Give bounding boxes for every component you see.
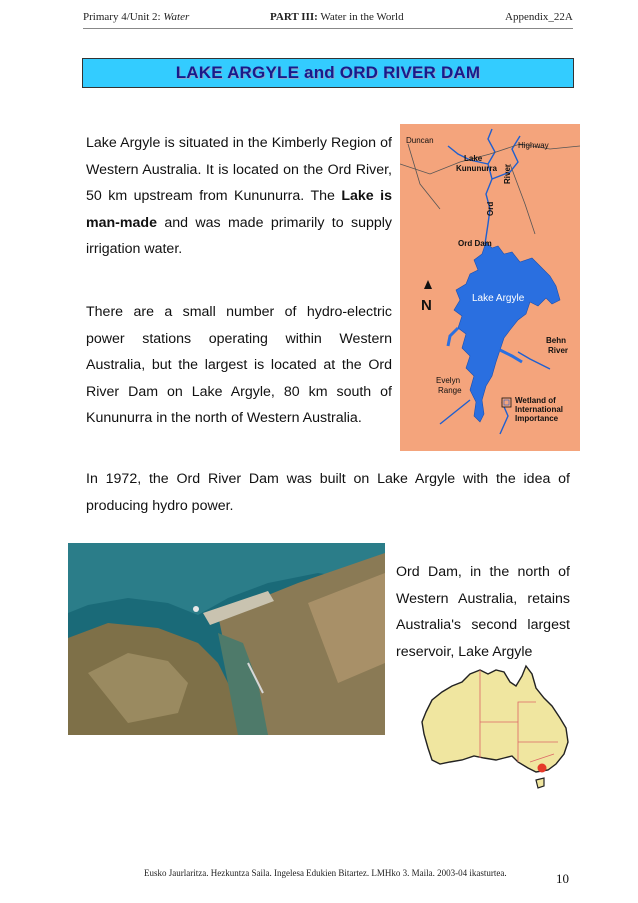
label-lake: Lake (464, 154, 483, 163)
paragraph-hydro-stations: There are a small number of hydro-electric power stations operating within Western Australia, but the largest is located at the Ord River Dam on Lake Argyle, 80 km south of Kununurra in the north of Western Australia. (86, 304, 392, 426)
header-part: PART III: Water in the World (270, 11, 404, 23)
label-duncan: Duncan (406, 136, 434, 145)
label-behn-river: River (548, 346, 569, 355)
page-number: 10 (556, 871, 569, 886)
australia-map (418, 662, 574, 794)
label-wetland-1: Wetland of (515, 396, 556, 405)
label-range: Range (438, 386, 462, 395)
label-lake-argyle: Lake Argyle (472, 293, 525, 304)
label-kununurra: Kununurra (456, 164, 497, 173)
header-divider (83, 28, 573, 29)
header-appendix: Appendix_22A (505, 11, 573, 23)
page-title: LAKE ARGYLE and ORD RIVER DAM (175, 63, 481, 82)
north-label: N (421, 297, 432, 314)
label-wetland-2: International (515, 405, 564, 414)
paragraph-location: Lake Argyle is situated in the Kimberly Region of Western Australia. It is located on the Ord River, 50 km upstream from Kununurra. The Lake is man-made and was made primarily to supply irrigation water. (86, 135, 392, 257)
footer-credits: Eusko Jaurlaritza. Hezkuntza Saila. Ingelesa Edukien Bitartez. LMHko 3. Maila. 2003-04 ikasturtea. (144, 868, 507, 878)
label-ord-vertical: Ord (486, 201, 495, 216)
paragraph-photo-caption: Ord Dam, in the north of Western Australia, retains Australia's second largest reservoir, Lake Argyle (396, 564, 570, 660)
location-marker-icon (538, 764, 547, 773)
label-wetland-3: Importance (515, 414, 559, 423)
label-behn: Behn (546, 336, 566, 345)
tasmania (536, 778, 544, 788)
wetland-legend-icon (502, 398, 511, 407)
paragraph-dam-history: In 1972, the Ord River Dam was built on Lake Argyle with the idea of producing hydro power. (86, 471, 570, 514)
label-evelyn: Evelyn (436, 376, 461, 385)
ord-dam-photo (68, 543, 385, 735)
label-ord-dam: Ord Dam (458, 239, 492, 248)
label-river-vertical: River (503, 163, 512, 184)
header-unit: Primary 4/Unit 2: Water (83, 11, 190, 23)
label-highway: Highway (518, 141, 549, 150)
lake-argyle-map (400, 124, 580, 451)
australia-outline (422, 666, 568, 772)
title-banner (82, 58, 574, 88)
